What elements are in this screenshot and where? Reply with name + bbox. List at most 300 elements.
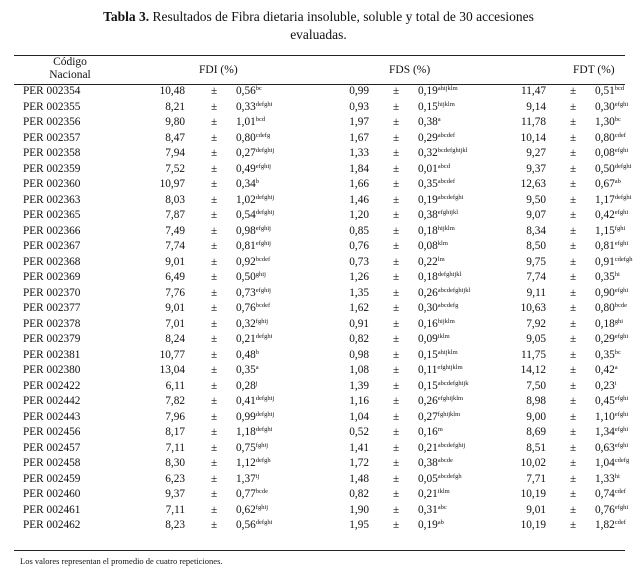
cell-fds-sd (418, 410, 460, 426)
cell-fdi-sd-value: 0,34 (236, 178, 256, 190)
cell-fds-sd-value: 0,26 (418, 395, 438, 407)
cell-fdt-plusminus: ± (570, 519, 577, 531)
cell-fdi-mean: 6,49 (165, 271, 185, 283)
cell-fds-sd (418, 224, 455, 240)
cell-fdt-plusminus: ± (570, 503, 577, 516)
cell-fdt-plusminus: ± (570, 457, 577, 469)
cell-fdi-sd (236, 239, 271, 255)
cell-fdi-significance-letters: fghij (255, 503, 269, 511)
cell-fdi-sd-value: 0,50 (236, 271, 256, 283)
cell-fdi-sd-value: 1,37 (236, 472, 256, 485)
cell-fdi-significance-letters: defghij (255, 209, 275, 216)
cell-fdi-mean: 10,48 (159, 85, 185, 97)
cell-fdi-plusminus: ± (211, 333, 218, 345)
cell-fds-mean: 0,85 (349, 224, 369, 237)
cell-fdt-plusminus: ± (570, 255, 577, 268)
cell-fdt-sd-value: 0,35 (595, 348, 615, 361)
cell-fdt-sd (595, 441, 628, 457)
table-row (0, 332, 637, 348)
cell-fdi-sd (236, 193, 274, 209)
cell-fdt-sd-value: 0,35 (595, 271, 615, 283)
cell-fds-sd-value: 0,16 (418, 426, 438, 438)
cell-fds-sd (418, 379, 468, 395)
cell-fdi-sd-value: 0,99 (236, 410, 256, 423)
cell-fdi-sd-value: 1,01 (236, 116, 256, 128)
cell-fdt-mean: 9,11 (526, 286, 546, 299)
cell-fdt-plusminus: ± (570, 286, 577, 299)
cell-fdt-sd-value: 0,23 (595, 379, 615, 392)
cell-fdi-mean: 10,97 (159, 178, 185, 190)
cell-fdt-significance-letters: efghi (614, 426, 629, 433)
cell-fdi-plusminus: ± (211, 178, 218, 190)
cell-fds-sd-value: 0,19 (418, 85, 438, 97)
cell-fdt-significance-letters: i (614, 379, 617, 387)
cell-fds-mean: 1,90 (349, 503, 369, 516)
cell-fds-sd (418, 208, 458, 224)
cell-fdt-significance-letters: efghi (614, 503, 629, 511)
cell-fdt-mean: 10,19 (520, 488, 546, 500)
cell-fdt-sd-value: 0,91 (595, 255, 615, 268)
cell-fdi-sd (236, 441, 268, 457)
cell-fdi-sd (236, 425, 272, 441)
cell-fdi-sd-value: 0,28 (236, 379, 256, 392)
cell-fdi-sd (236, 348, 259, 364)
cell-fdi-sd (236, 456, 271, 472)
cell-fdi-sd (236, 208, 274, 224)
cell-fds-significance-letters: ab (437, 519, 444, 526)
cell-codigo: PER 002378 (23, 317, 81, 330)
cell-fdi-mean: 9,37 (165, 488, 185, 500)
cell-fdt-significance-letters: ghi (614, 317, 624, 325)
cell-fdt-sd (595, 363, 618, 379)
cell-fdi-significance-letters: efghij (255, 224, 271, 232)
cell-fdi-mean: 10,77 (159, 348, 185, 361)
cell-fdi-sd-value: 0,56 (236, 85, 256, 97)
cell-codigo: PER 002458 (23, 457, 81, 469)
cell-fdi-plusminus: ± (211, 395, 218, 407)
cell-fdt-mean: 9,01 (526, 503, 546, 516)
cell-fdt-significance-letters: bc (614, 116, 621, 123)
cell-fds-plusminus: ± (393, 116, 400, 128)
table-row (0, 301, 637, 317)
cell-fds-sd (418, 363, 463, 379)
header-fds: FDS (%) (389, 64, 431, 76)
cell-fds-significance-letters: abcdef (437, 131, 456, 139)
table-row (0, 425, 637, 441)
cell-codigo: PER 002461 (23, 503, 81, 516)
cell-fdt-sd (595, 348, 621, 364)
cell-fds-mean: 1,04 (349, 410, 369, 423)
cell-fdt-sd-value: 0,42 (595, 209, 615, 221)
cell-fds-sd-value: 0,31 (418, 503, 438, 516)
cell-fdt-plusminus: ± (570, 379, 577, 392)
cell-fds-sd-value: 0,09 (418, 333, 438, 345)
cell-fds-mean: 1,39 (349, 379, 369, 392)
cell-fdi-plusminus: ± (211, 379, 218, 392)
cell-fdi-plusminus: ± (211, 255, 218, 268)
cell-fds-sd-value: 0,08 (418, 240, 438, 252)
cell-fdt-sd-value: 0,74 (595, 488, 615, 500)
cell-fdt-sd (595, 332, 628, 348)
cell-fds-mean: 1,08 (349, 364, 369, 376)
cell-fdi-mean: 8,21 (165, 100, 185, 113)
cell-fdt-sd (595, 115, 621, 131)
cell-fdi-significance-letters: bcd (255, 116, 266, 123)
cell-fds-sd (418, 84, 458, 100)
cell-fdt-significance-letters: efghi (614, 286, 629, 294)
cell-fds-significance-letters: hijklm (437, 317, 455, 325)
cell-fds-plusminus: ± (393, 472, 400, 485)
cell-fdi-mean: 7,74 (165, 240, 185, 252)
cell-fdi-sd-value: 0,48 (236, 348, 256, 361)
cell-fdt-sd (595, 131, 626, 147)
cell-fdt-sd-value: 0,08 (595, 147, 615, 159)
cell-codigo: PER 002460 (23, 488, 81, 500)
cell-fdi-sd (236, 224, 271, 240)
cell-fds-plusminus: ± (393, 364, 400, 376)
cell-fdt-plusminus: ± (570, 271, 577, 283)
cell-fdt-sd (595, 146, 628, 162)
table-row (0, 503, 637, 519)
cell-fdt-sd-value: 0,30 (595, 100, 615, 113)
cell-fdi-significance-letters: ghij (255, 271, 266, 278)
cell-fdt-sd (595, 317, 623, 333)
cell-fds-sd-value: 0,18 (418, 224, 438, 237)
cell-fds-mean: 1,33 (349, 147, 369, 159)
cell-fdt-plusminus: ± (570, 85, 577, 97)
cell-fdt-sd-value: 1,82 (595, 519, 615, 531)
cell-fdt-significance-letters: efghi (614, 147, 629, 154)
cell-fdt-sd (595, 286, 628, 302)
cell-fds-mean: 0,82 (349, 333, 369, 345)
cell-fdi-plusminus: ± (211, 286, 218, 299)
cell-fds-sd (418, 503, 447, 519)
cell-codigo: PER 002370 (23, 286, 81, 299)
cell-fdi-plusminus: ± (211, 488, 218, 500)
cell-fdi-sd-value: 0,92 (236, 255, 256, 268)
cell-fdi-mean: 7,82 (165, 395, 185, 407)
cell-fdi-mean: 8,23 (165, 519, 185, 531)
table-row (0, 379, 637, 395)
cell-fdt-sd-value: 1,33 (595, 472, 615, 485)
cell-fds-sd-value: 0,15 (418, 100, 438, 113)
cell-fds-mean: 0,91 (349, 317, 369, 330)
cell-fdi-sd-value: 0,41 (236, 395, 256, 407)
cell-fdt-significance-letters: cdefgh (614, 255, 633, 263)
cell-fdi-sd (236, 301, 270, 317)
cell-fdt-significance-letters: a (614, 364, 618, 371)
cell-fds-significance-letters: ahijklm (437, 85, 458, 92)
table-row (0, 193, 637, 209)
cell-fdt-significance-letters: cdefg (614, 457, 630, 464)
cell-codigo: PER 002443 (23, 410, 81, 423)
cell-fds-sd (418, 456, 453, 472)
cell-fdt-mean: 8,51 (526, 441, 546, 454)
cell-codigo: PER 002457 (23, 441, 81, 454)
cell-fdi-sd (236, 379, 258, 395)
cell-fds-mean: 0,52 (349, 426, 369, 438)
cell-fds-mean: 0,73 (349, 255, 369, 268)
cell-fds-significance-letters: abcdefgh (437, 472, 462, 480)
cell-fdt-significance-letters: cdef (614, 131, 626, 139)
cell-fdt-sd (595, 255, 632, 271)
cell-fdi-plusminus: ± (211, 271, 218, 283)
cell-fdt-mean: 9,50 (526, 193, 546, 206)
cell-fds-sd (418, 177, 455, 193)
cell-fdt-mean: 7,92 (526, 317, 546, 330)
cell-fds-sd (418, 518, 444, 534)
cell-fdi-mean: 8,30 (165, 457, 185, 469)
cell-fdi-mean: 7,11 (165, 441, 185, 454)
cell-fdi-sd-value: 0,77 (236, 488, 256, 500)
cell-fdi-sd (236, 363, 259, 379)
cell-fds-plusminus: ± (393, 410, 400, 423)
cell-fdi-sd (236, 100, 272, 116)
cell-fdi-sd-value: 0,27 (236, 147, 256, 159)
cell-fds-sd (418, 425, 443, 441)
cell-fdt-significance-letters: defghi (614, 193, 632, 201)
cell-fdi-plusminus: ± (211, 209, 218, 221)
cell-fdt-mean: 10,02 (520, 457, 546, 469)
cell-fdi-plusminus: ± (211, 503, 218, 516)
table-row (0, 239, 637, 255)
cell-fdi-sd-value: 0,98 (236, 224, 256, 237)
cell-fds-mean: 1,67 (349, 131, 369, 144)
cell-fdt-mean: 10,19 (520, 519, 546, 531)
cell-fds-significance-letters: efghijklm (437, 395, 464, 402)
cell-fdi-mean: 7,94 (165, 147, 185, 159)
cell-fds-sd-value: 0,21 (418, 488, 438, 500)
cell-fds-mean: 1,66 (349, 178, 369, 190)
cell-fdt-sd-value: 0,90 (595, 286, 615, 299)
cell-fdi-sd-value: 0,49 (236, 162, 256, 175)
cell-fdi-mean: 7,49 (165, 224, 185, 237)
cell-fdt-plusminus: ± (570, 147, 577, 159)
cell-fds-mean: 0,98 (349, 348, 369, 361)
cell-codigo: PER 002369 (23, 271, 81, 283)
cell-fdi-sd (236, 487, 268, 503)
cell-fdi-significance-letters: j (255, 379, 258, 387)
cell-fds-sd (418, 301, 458, 317)
cell-fds-mean: 1,41 (349, 441, 369, 454)
cell-fdt-sd-value: 0,29 (595, 333, 615, 345)
cell-fds-sd-value: 0,38 (418, 116, 438, 128)
cell-codigo: PER 002363 (23, 193, 81, 206)
cell-fdt-mean: 10,63 (520, 302, 546, 314)
cell-fdt-sd-value: 1,30 (595, 116, 615, 128)
header-codigo-nacional (30, 56, 110, 82)
cell-fds-sd-value: 0,30 (418, 302, 438, 314)
cell-fdi-significance-letters: fghij (255, 441, 269, 449)
cell-fds-mean: 1,16 (349, 395, 369, 407)
cell-fdt-sd (595, 301, 627, 317)
cell-fdi-plusminus: ± (211, 162, 218, 175)
cell-fdt-sd (595, 177, 621, 193)
cell-codigo: PER 002442 (23, 395, 81, 407)
cell-fds-plusminus: ± (393, 224, 400, 237)
cell-fdi-significance-letters: cdefg (255, 131, 271, 139)
cell-fds-sd (418, 239, 448, 255)
cell-fdt-mean: 11,47 (521, 85, 546, 97)
cell-fdt-sd-value: 1,10 (595, 410, 615, 423)
cell-fdt-sd-value: 0,18 (595, 317, 615, 330)
cell-fdi-sd (236, 146, 274, 162)
cell-fds-sd (418, 255, 445, 271)
cell-fdi-significance-letters: defghi (255, 426, 273, 433)
cell-fds-significance-letters: abcd (437, 162, 451, 170)
cell-fds-plusminus: ± (393, 457, 400, 469)
cell-fdt-plusminus: ± (570, 333, 577, 345)
cell-fdt-plusminus: ± (570, 364, 577, 376)
cell-fdt-sd-value: 0,50 (595, 162, 615, 175)
cell-codigo: PER 002360 (23, 178, 81, 190)
cell-fds-sd-value: 0,27 (418, 410, 438, 423)
cell-fdt-sd-value: 0,80 (595, 302, 615, 314)
cell-fdt-sd (595, 472, 620, 488)
cell-fds-sd-value: 0,35 (418, 178, 438, 190)
cell-fds-plusminus: ± (393, 395, 400, 407)
cell-fdi-mean: 6,23 (165, 472, 185, 485)
cell-fdt-mean: 8,69 (526, 426, 546, 438)
cell-fds-sd (418, 193, 463, 209)
cell-fdi-mean: 7,01 (165, 317, 185, 330)
cell-fds-significance-letters: lm (437, 255, 445, 263)
table-body (0, 84, 637, 534)
table-row (0, 131, 637, 147)
cell-fdt-sd (595, 239, 628, 255)
cell-fdi-mean: 7,87 (165, 209, 185, 221)
cell-fds-sd-value: 0,05 (418, 472, 438, 485)
cell-fds-sd (418, 441, 465, 457)
cell-fdi-significance-letters: efghij (255, 162, 271, 170)
cell-fdi-significance-letters: defghi (255, 519, 273, 526)
cell-codigo: PER 002379 (23, 333, 81, 345)
cell-fdi-plusminus: ± (211, 224, 218, 237)
cell-fdt-sd (595, 394, 628, 410)
cell-fdi-significance-letters: defghij (255, 193, 275, 201)
cell-fds-significance-letters: abcdefghijk (437, 379, 469, 387)
table-row (0, 208, 637, 224)
cell-codigo: PER 002358 (23, 147, 81, 159)
cell-fdi-sd (236, 162, 271, 178)
cell-codigo: PER 002422 (23, 379, 81, 392)
cell-fdt-sd-value: 1,17 (595, 193, 615, 206)
cell-fdi-plusminus: ± (211, 410, 218, 423)
cell-fdi-mean: 8,47 (165, 131, 185, 144)
cell-fdi-significance-letters: bcdef (255, 255, 271, 263)
caption-text: Resultados de Fibra dietaria insoluble, soluble y total de 30 accesiones (152, 9, 534, 24)
table-row (0, 146, 637, 162)
table-row (0, 472, 637, 488)
table-row (0, 162, 637, 178)
cell-fds-plusminus: ± (393, 162, 400, 175)
cell-fdi-mean: 7,52 (165, 162, 185, 175)
cell-fdi-plusminus: ± (211, 317, 218, 330)
cell-codigo: PER 002368 (23, 255, 81, 268)
cell-fds-mean: 1,26 (349, 271, 369, 283)
header-code-line1: Código (53, 56, 87, 68)
cell-fdt-mean: 7,74 (526, 271, 546, 283)
cell-fdt-sd (595, 224, 625, 240)
cell-fdt-mean: 7,50 (526, 379, 546, 392)
cell-fds-sd-value: 0,19 (418, 519, 438, 531)
cell-fds-mean: 1,62 (349, 302, 369, 314)
cell-fds-sd (418, 270, 461, 286)
cell-fdt-mean: 12,63 (520, 178, 546, 190)
cell-fds-sd (418, 146, 467, 162)
cell-fds-plusminus: ± (393, 255, 400, 268)
cell-codigo: PER 002380 (23, 364, 81, 376)
cell-fds-significance-letters: abcdef (437, 178, 456, 185)
cell-fdt-sd (595, 410, 628, 426)
cell-fdi-plusminus: ± (211, 348, 218, 361)
cell-fdi-sd-value: 0,80 (236, 131, 256, 144)
cell-fds-plusminus: ± (393, 488, 400, 500)
cell-fdi-plusminus: ± (211, 116, 218, 128)
table-row (0, 177, 637, 193)
cell-fdt-plusminus: ± (570, 178, 577, 190)
cell-fdi-significance-letters: defghi (255, 100, 273, 108)
cell-fdi-significance-letters: bcde (255, 488, 269, 495)
cell-fdt-significance-letters: efghi (614, 209, 629, 216)
cell-fds-significance-letters: bcdefghijkl (437, 147, 468, 154)
cell-fds-mean: 1,72 (349, 457, 369, 469)
cell-fdi-sd-value: 0,21 (236, 333, 256, 345)
cell-fdi-significance-letters: efghij (255, 286, 271, 294)
cell-fds-sd-value: 0,29 (418, 131, 438, 144)
table-row (0, 100, 637, 116)
cell-fds-sd-value: 0,38 (418, 457, 438, 469)
cell-fdt-plusminus: ± (570, 162, 577, 175)
cell-fds-sd-value: 0,26 (418, 286, 438, 299)
table-row (0, 348, 637, 364)
cell-fdi-mean: 7,11 (165, 503, 185, 516)
cell-fdi-significance-letters: b (255, 178, 260, 185)
cell-fdt-sd (595, 456, 629, 472)
cell-fds-sd (418, 394, 463, 410)
cell-fds-plusminus: ± (393, 271, 400, 283)
cell-codigo: PER 002459 (23, 472, 81, 485)
table-row (0, 441, 637, 457)
caption-text-continued: evaluadas. (290, 27, 347, 42)
cell-fdt-plusminus: ± (570, 131, 577, 144)
cell-fdi-significance-letters: fghij (255, 317, 269, 325)
cell-fdi-significance-letters: b (255, 348, 260, 356)
cell-fdt-mean: 9,14 (526, 100, 546, 113)
cell-fds-sd (418, 487, 450, 503)
cell-fds-mean: 1,97 (349, 116, 369, 128)
cell-fdt-significance-letters: bcde (614, 302, 628, 309)
table-row (0, 115, 637, 131)
table-row (0, 255, 637, 271)
cell-codigo: PER 002381 (23, 348, 81, 361)
cell-fdi-sd-value: 0,73 (236, 286, 256, 299)
cell-fdt-sd (595, 84, 624, 100)
cell-fdt-sd (595, 503, 628, 519)
cell-fdt-plusminus: ± (570, 317, 577, 330)
cell-fds-plusminus: ± (393, 100, 400, 113)
cell-fdi-sd (236, 131, 270, 147)
cell-fdi-sd-value: 0,33 (236, 100, 256, 113)
cell-fds-significance-letters: efghijkl (437, 209, 458, 216)
cell-fdt-mean: 8,34 (526, 224, 546, 237)
table-row (0, 456, 637, 472)
cell-fdi-sd (236, 177, 259, 193)
cell-fdt-plusminus: ± (570, 488, 577, 500)
cell-fds-plusminus: ± (393, 131, 400, 144)
cell-fdt-sd-value: 1,34 (595, 426, 615, 438)
cell-codigo: PER 002366 (23, 224, 81, 237)
